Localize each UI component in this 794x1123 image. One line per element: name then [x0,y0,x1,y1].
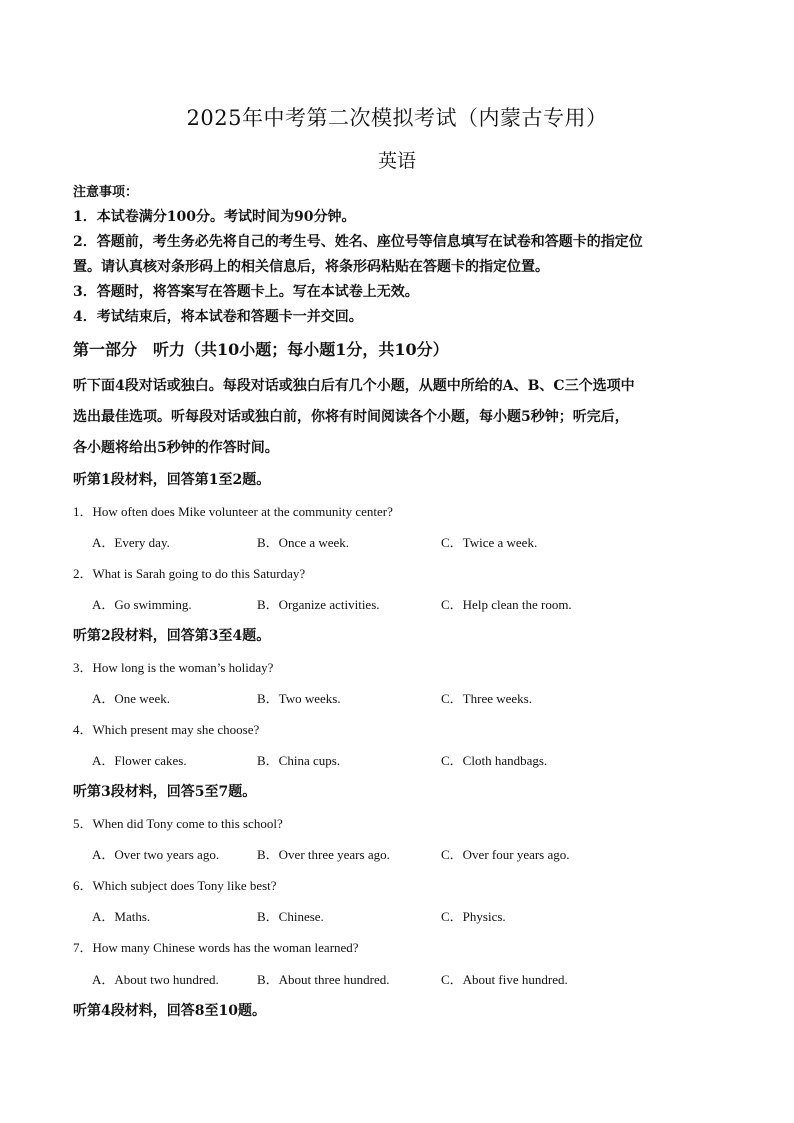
notes-item-3: 3．答题时，将答案写在答题卡上。写在本试卷上无效。 [73,284,419,300]
notes-heading: 注意事项： [73,185,139,200]
exam-title: 2025年中考第二次模拟考试（内蒙古专用） [186,106,608,130]
question-1-option-b: B．Once a week. [257,535,350,550]
question-7-option-c: C．About five hundred. [441,972,568,987]
question-1-option-c: C．Twice a week. [441,535,538,550]
notes-item-2: 2．答题前，考生务必先将自己的考生号、姓名、座位号等信息填写在试卷和答题卡的指定位 [73,234,643,250]
question-2-stem: 2．What is Sarah going to do this Saturday? [73,566,306,581]
question-3-stem: 3．How long is the woman’s holiday? [73,660,274,675]
section1-instruction-2: 选出最佳选项。听每段对话或独白前，你将有时间阅读各个小题，每小题5秒钟；听完后， [73,409,629,425]
question-7-stem: 7．How many Chinese words has the woman learned? [73,940,359,955]
exam-subject: 英语 [377,150,416,172]
question-5-stem: 5．When did Tony come to this school? [73,816,283,831]
question-7-option-a: A．About two hundred. [92,972,219,987]
question-4-option-c: C．Cloth handbags. [441,753,548,768]
section1-heading: 第一部分 听力（共10小题；每小题1分，共10分） [73,340,449,359]
notes-item-2-cont: 置。请认真核对条形码上的相关信息后，将条形码粘贴在答题卡的指定位置。 [73,259,549,275]
question-4-option-b: B．China cups. [257,753,341,768]
question-5-option-a: A．Over two years ago. [92,847,220,862]
question-2-option-c: C．Help clean the room. [441,597,572,612]
question-1-option-a: A．Every day. [92,535,170,550]
section1-instruction-3: 各小题将给出5秒钟的作答时间。 [73,440,279,456]
question-5-option-b: B．Over three years ago. [257,847,390,862]
question-3-option-b: B．Two weeks. [257,691,341,706]
material-4: 听第4段材料，回答8至10题。 [73,1003,266,1019]
question-6-stem: 6．Which subject does Tony like best? [73,878,277,893]
notes-item-1: 1．本试卷满分100分。考试时间为90分钟。 [73,209,356,225]
question-6-option-c: C．Physics. [441,909,506,924]
material-3: 听第3段材料，回答5至7题。 [73,784,257,800]
question-6-option-a: A．Maths. [92,909,151,924]
notes-item-4: 4．考试结束后，将本试卷和答题卡一并交回。 [73,309,363,325]
question-2-option-a: A．Go swimming. [92,597,192,612]
section1-instruction-1: 听下面4段对话或独白。每段对话或独白后有几个小题，从题中所给的A、B、C三个选项中 [73,378,635,394]
question-7-option-b: B．About three hundred. [257,972,390,987]
question-4-stem: 4．Which present may she choose? [73,722,260,737]
question-5-option-c: C．Over four years ago. [441,847,570,862]
question-3-option-c: C．Three weeks. [441,691,532,706]
question-1-stem: 1．How often does Mike volunteer at the community center? [73,504,393,519]
question-4-option-a: A．Flower cakes. [92,753,187,768]
material-1: 听第1段材料，回答第1至2题。 [73,472,271,488]
question-3-option-a: A．One week. [92,691,170,706]
material-2: 听第2段材料，回答第3至4题。 [73,628,271,644]
question-2-option-b: B．Organize activities. [257,597,380,612]
question-6-option-b: B．Chinese. [257,909,324,924]
